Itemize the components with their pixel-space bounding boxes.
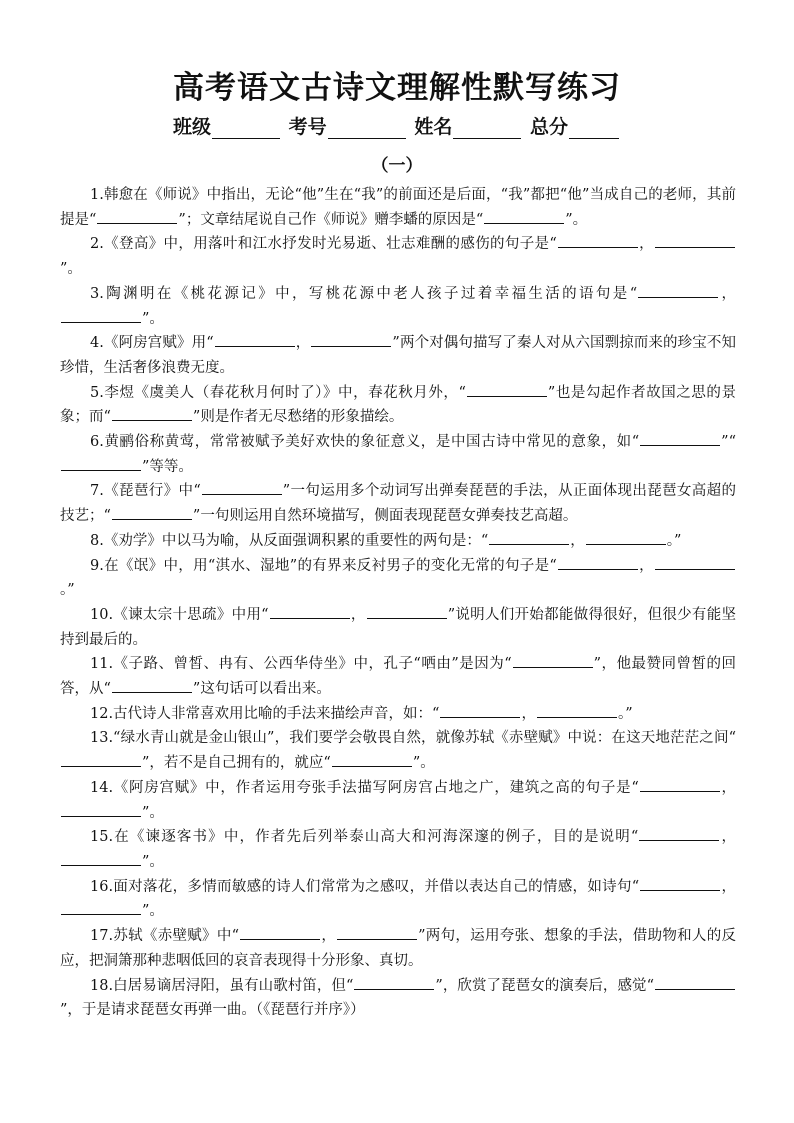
question-text: ， [350, 606, 366, 623]
question-text: 。” [666, 532, 682, 549]
question-text: ， [638, 236, 654, 253]
answer-blank[interactable] [440, 703, 520, 718]
answer-blank[interactable] [61, 851, 141, 866]
question-text: ”说明人们开始都能做得很好，但很少有能坚持到最后的。 [60, 606, 736, 648]
question-item [60, 974, 736, 1023]
question-text: ”一句则运用自然环境描写，侧面表现琵琶女弹奏技艺高超。 [192, 508, 578, 525]
question-text: 。” [60, 582, 75, 599]
exam-number-label: 考号 [288, 116, 327, 138]
question-text: 3.陶渊明在《桃花源记》中，写桃花源中老人孩子过着幸福生活的语句是“ [90, 285, 638, 302]
answer-blank[interactable] [639, 826, 719, 841]
question-text: ， [521, 705, 536, 722]
question-text: ”，他最赞同曾皙的回答，从“ [60, 656, 736, 698]
question-text: 5.李煜《虞美人（春花秋月何时了）》中，春花秋月外，“ [90, 384, 466, 401]
answer-blank[interactable] [655, 233, 735, 248]
question-text: 6.黄鹂俗称黄莺，常常被赋予美好欢快的象征意义，是中国古诗中常见的意象，如“ [90, 434, 640, 451]
answer-blank[interactable] [513, 653, 593, 668]
answer-blank[interactable] [112, 505, 192, 520]
question-text: ， [720, 829, 736, 846]
answer-blank[interactable] [112, 406, 192, 421]
answer-blank[interactable] [640, 777, 720, 792]
question-text: ， [321, 928, 337, 945]
answer-blank[interactable] [202, 480, 282, 495]
answer-blank[interactable] [61, 900, 141, 915]
answer-blank[interactable] [337, 925, 417, 940]
question-text: ， [295, 335, 311, 352]
class-blank[interactable] [212, 119, 280, 139]
question-item [60, 430, 736, 479]
question-text: 2.《登高》中，用落叶和江水抒发时光易逝、壮志难酬的感伤的句子是“ [90, 236, 557, 253]
question-text: ”。 [142, 310, 164, 327]
question-text: ”。 [60, 261, 82, 278]
question-text: ， [570, 532, 585, 549]
question-text: ”一句运用多个动词写出弹奏琵琶的手法，从正面体现出琵琶女高超的技艺；“ [60, 483, 736, 525]
answer-blank[interactable] [354, 975, 434, 990]
answer-blank[interactable] [640, 431, 720, 446]
question-item [60, 232, 736, 281]
question-text: ， [720, 779, 736, 796]
question-item [60, 825, 736, 874]
answer-blank[interactable] [537, 703, 617, 718]
question-text: ”两句，运用夸张、想象的手法，借助物和人的反应，把洞箫那种悲咽低回的哀音表现得十分形象、真切。 [60, 928, 736, 969]
answer-blank[interactable] [61, 308, 141, 323]
answer-blank[interactable] [558, 555, 638, 570]
question-item [60, 702, 736, 727]
question-text: 17.苏轼《赤壁赋》中“ [90, 928, 240, 945]
answer-blank[interactable] [558, 233, 638, 248]
question-text: ， [719, 285, 736, 302]
answer-blank[interactable] [655, 975, 735, 990]
question-item [60, 554, 736, 603]
exam-number-blank[interactable] [328, 119, 406, 139]
question-text: ”。 [142, 853, 164, 870]
question-text: 15.在《谏逐客书》中，作者先后列举泰山高大和河海深邃的例子，目的是说明“ [90, 829, 639, 846]
question-item [60, 183, 736, 232]
answer-blank[interactable] [332, 752, 412, 767]
name-blank[interactable] [453, 119, 521, 139]
question-text: ”；文章结尾说自己作《师说》赠李蟠的原因是“ [178, 211, 484, 228]
question-item [60, 776, 736, 825]
question-text: 18.白居易谪居浔阳，虽有山歌村笛，但“ [90, 977, 354, 994]
answer-blank[interactable] [640, 876, 720, 891]
section-heading: （一） [371, 156, 423, 176]
answer-blank[interactable] [112, 678, 192, 693]
question-text: 8.《劝学》中以马为喻，从反面强调积累的重要性的两句是：“ [90, 532, 489, 549]
answer-blank[interactable] [240, 925, 320, 940]
question-text: 9.在《氓》中，用“淇水、湿地”的有界来反衬男子的变化无常的句子是“ [90, 557, 557, 574]
answer-blank[interactable] [489, 530, 569, 545]
answer-blank[interactable] [367, 604, 447, 619]
question-item [60, 603, 736, 652]
answer-blank[interactable] [484, 209, 564, 224]
answer-blank[interactable] [97, 209, 177, 224]
answer-blank[interactable] [655, 555, 735, 570]
question-text: ”两个对偶句描写了秦人对从六国剽掠而来的珍宝不知珍惜，生活奢侈浪费无度。 [60, 335, 737, 376]
answer-blank[interactable] [61, 752, 141, 767]
score-blank[interactable] [569, 119, 619, 139]
question-item [60, 924, 736, 973]
question-text: ”。 [412, 755, 435, 772]
question-item [60, 479, 736, 528]
question-text: 16.面对落花，多情而敏感的诗人们常常为之感叹，并借以表达自己的情感，如诗句“ [90, 878, 640, 895]
question-text: ”则是作者无尽愁绪的形象描绘。 [192, 409, 404, 426]
question-text: 1.韩愈在《师说》中指出，无论“他”生在“我”的前面还是后面，“我”都把“他”当成自己的老师，其前提是“ [60, 187, 736, 228]
question-item [60, 381, 736, 430]
page-title: 高考语文古诗文理解性默写练习 [173, 70, 621, 106]
answer-blank[interactable] [61, 456, 141, 471]
question-item [60, 331, 736, 380]
answer-blank[interactable] [270, 604, 350, 619]
question-text: ”也是勾起作者故国之思的景象；而“ [60, 384, 736, 426]
question-text: ”。 [142, 903, 164, 920]
question-text: 12.古代诗人非常喜欢用比喻的手法来描绘声音，如：“ [90, 705, 440, 722]
question-item [60, 726, 736, 775]
student-info-line [0, 112, 794, 139]
question-text: ”。 [565, 211, 588, 228]
answer-blank[interactable] [61, 802, 141, 817]
answer-blank[interactable] [586, 530, 666, 545]
question-text: 。” [617, 705, 633, 722]
name-label: 姓名 [414, 116, 453, 138]
answer-blank[interactable] [215, 332, 295, 347]
score-label: 总分 [529, 116, 568, 138]
question-text: ”等等。 [142, 458, 193, 475]
question-text: 11.《子路、曾皙、冉有、公西华侍坐》中，孔子“哂由”是因为“ [90, 656, 512, 673]
question-text: ”，于是请求琵琶女再弹一曲。（《琵琶行并序》） [60, 1002, 365, 1019]
question-text: 10.《谏太宗十思疏》中用“ [90, 606, 269, 623]
question-text: 4.《阿房宫赋》用“ [90, 335, 214, 352]
question-item [60, 529, 736, 554]
question-text: ”这句话可以看出来。 [192, 681, 331, 698]
question-item [60, 652, 736, 701]
answer-blank[interactable] [638, 283, 718, 298]
answer-blank[interactable] [311, 332, 391, 347]
question-list [60, 183, 736, 1023]
question-text: ”，欣赏了琵琶女的演奏后，感觉“ [435, 977, 654, 994]
answer-blank[interactable] [467, 382, 547, 397]
question-text: 14.《阿房宫赋》中，作者运用夸张手法描写阿房宫占地之广，建筑之高的句子是“ [90, 779, 639, 796]
question-item [60, 875, 736, 924]
question-text: 7.《琵琶行》中“ [90, 483, 201, 500]
question-text: ”，若不是自己拥有的，就应“ [142, 755, 331, 772]
question-text: ， [721, 878, 736, 895]
question-text: ， [638, 557, 655, 574]
question-text: 13.“绿水青山就是金山银山”，我们要学会敬畏自然，就像苏轼《赤壁赋》中说：在这天地茫茫之间“ [90, 730, 736, 747]
question-item [60, 282, 736, 331]
class-label: 班级 [173, 116, 212, 138]
question-text: ”“ [721, 434, 736, 451]
question-text: ”。 [142, 804, 164, 821]
